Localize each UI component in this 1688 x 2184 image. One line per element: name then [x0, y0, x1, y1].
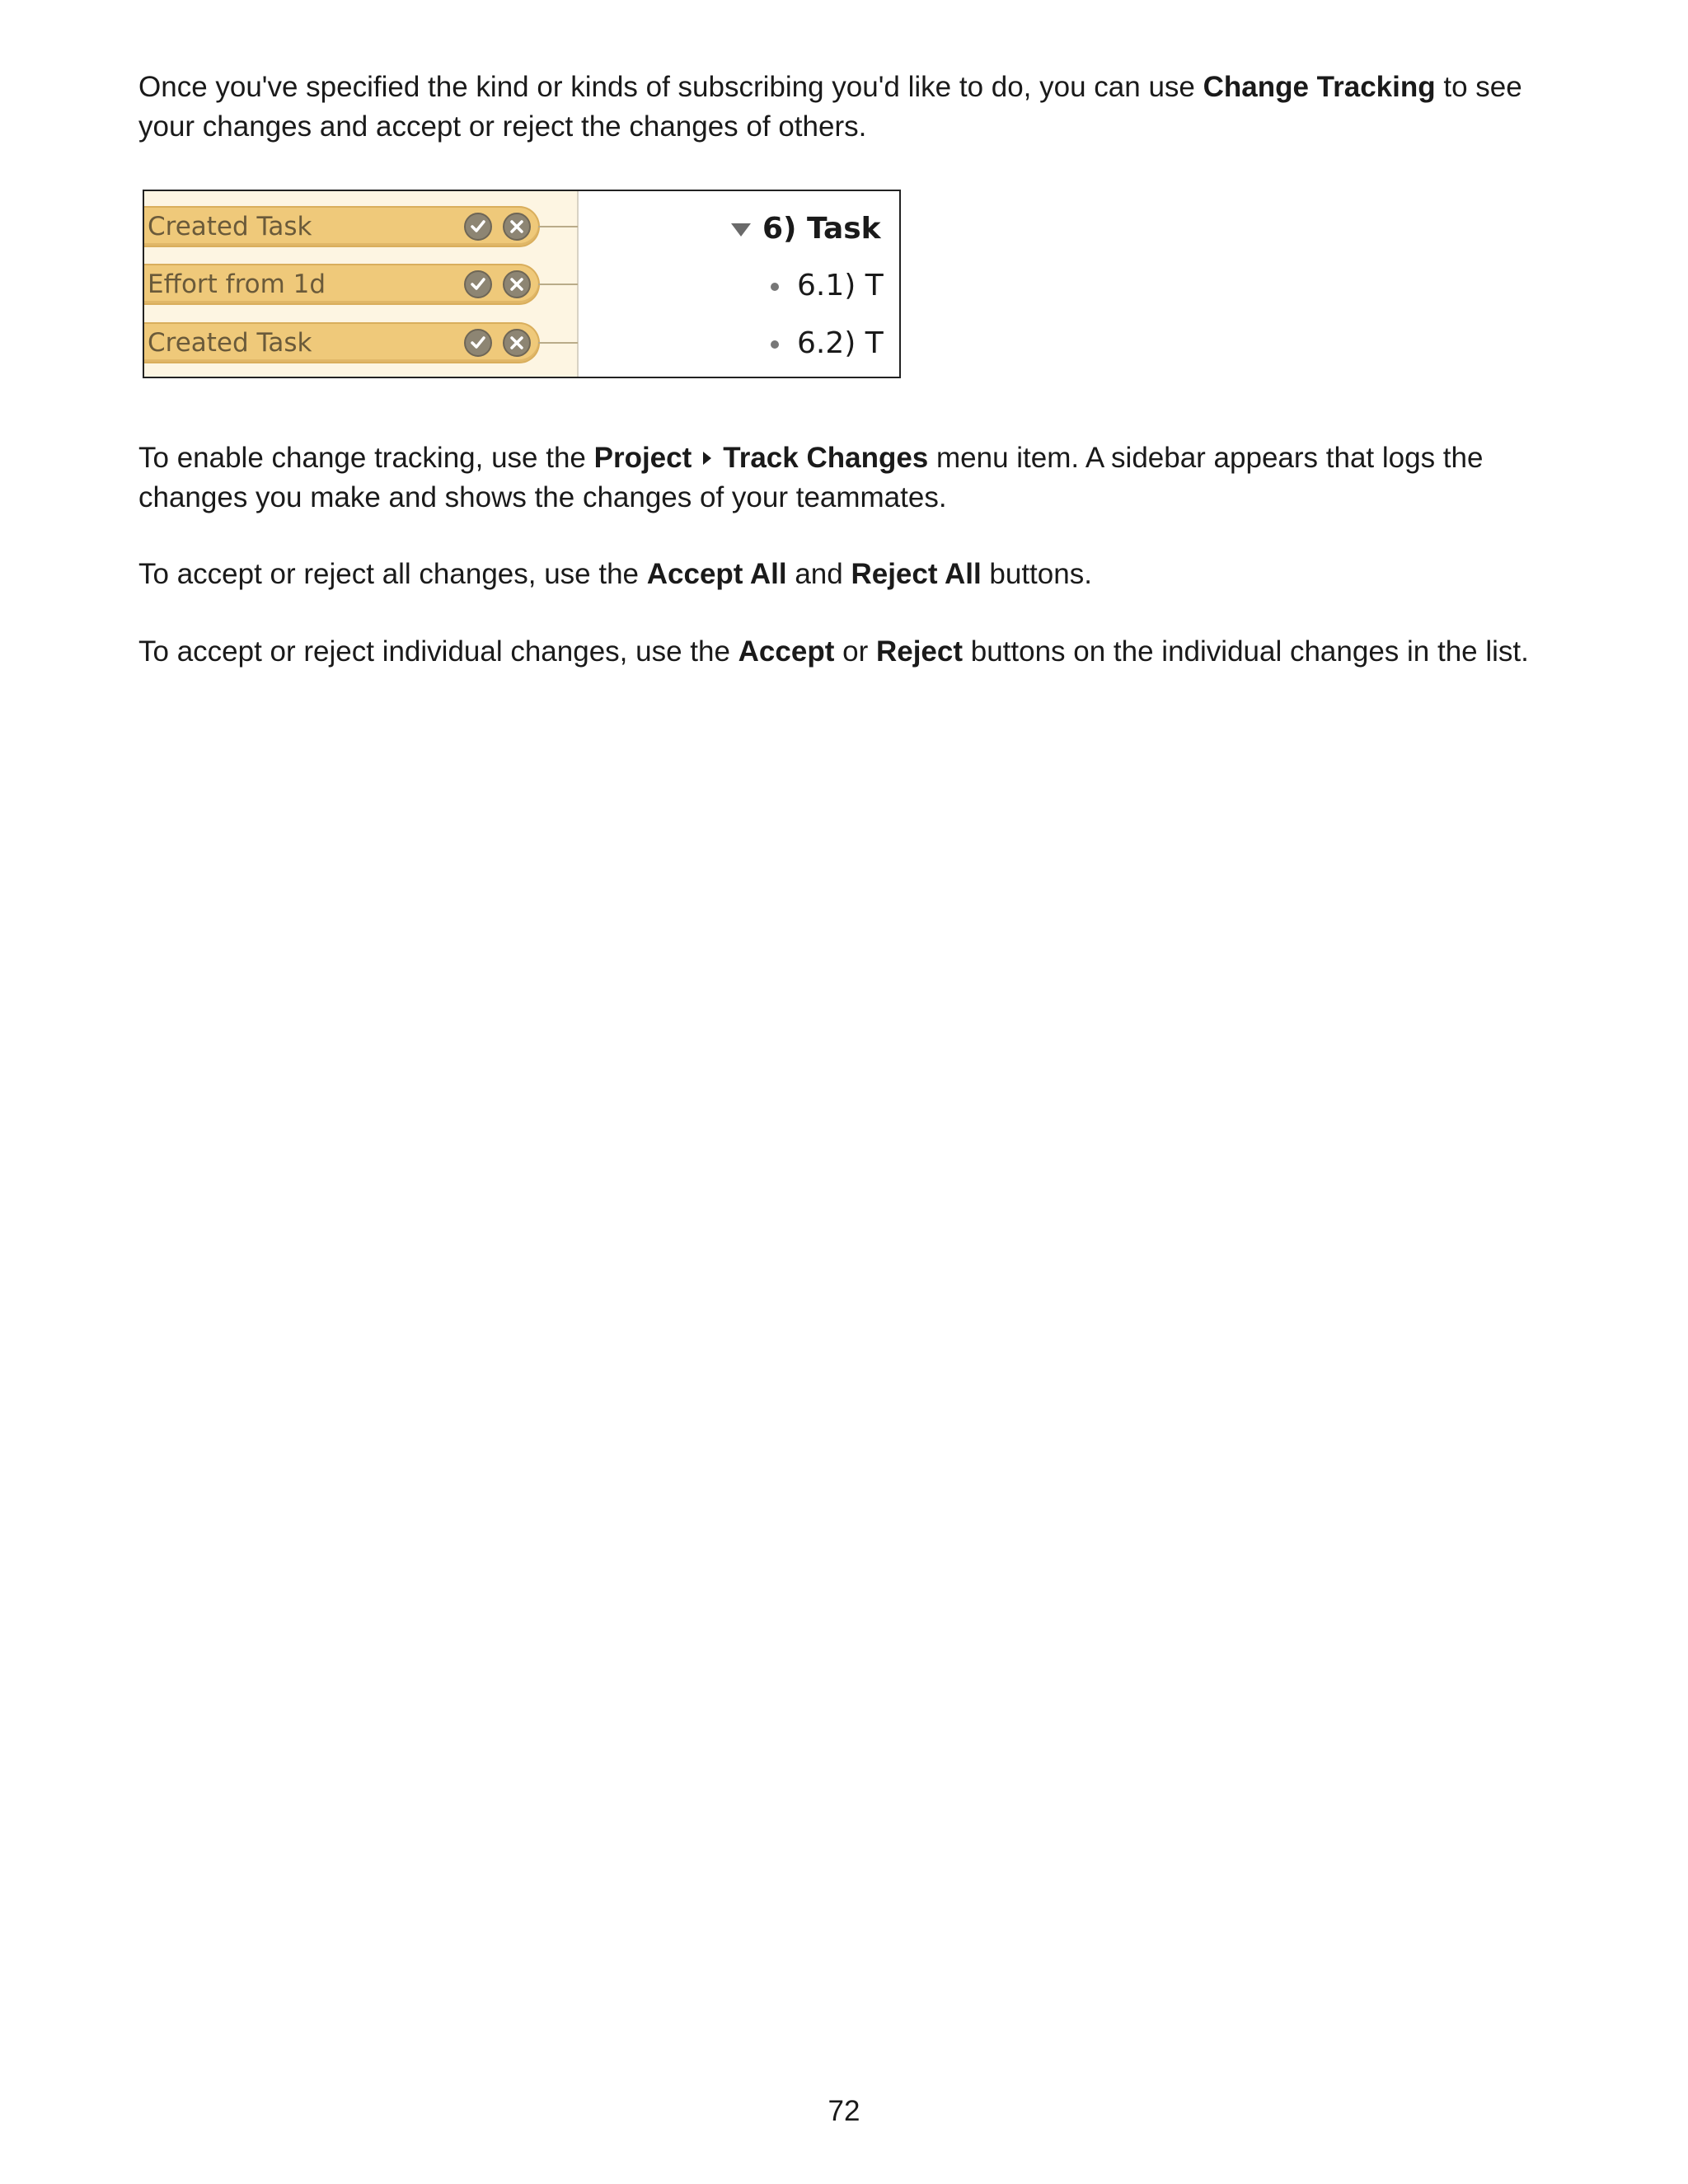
change-label: Created Task: [148, 212, 312, 241]
connector-line: [538, 284, 578, 285]
connector-line: [538, 226, 578, 227]
text-span: Once you've specified the kind or kinds of subscribing you'd like to do, you can use: [138, 71, 1203, 103]
change-label: Created Task: [148, 328, 312, 358]
paragraph-accept-reject-all: [138, 555, 1564, 594]
x-circle-icon[interactable]: [503, 213, 531, 241]
bold-term-change-tracking: Change Tracking: [1203, 71, 1436, 103]
text-span: and: [786, 558, 851, 590]
menu-path-arrow-icon: [703, 452, 711, 465]
checkmark-circle-icon[interactable]: [464, 213, 492, 241]
page-number: 72: [828, 2095, 860, 2127]
disclosure-triangle-icon[interactable]: [731, 223, 751, 237]
bold-term-reject: Reject: [875, 635, 964, 668]
bullet-icon: [771, 283, 779, 291]
text-span: to see your changes and accept or reject the changes of others.: [138, 71, 1522, 143]
paragraph-change-tracking-intro: [138, 68, 1564, 147]
outline-row-text: 6.2) T: [797, 326, 884, 360]
paragraph-accept-reject-individual: [138, 632, 1564, 672]
x-circle-icon[interactable]: [503, 270, 531, 298]
outline-row-text: 6) Task: [762, 212, 881, 246]
bullet-icon: [771, 340, 779, 349]
outline-row[interactable]: [771, 269, 884, 302]
bold-term-accept-all: Accept All: [646, 558, 787, 590]
change-label: Effort from 1d: [148, 269, 326, 299]
outline-row-text: 6.1) T: [797, 269, 884, 302]
paragraph-enable-tracking: [138, 438, 1564, 518]
outline-row[interactable]: [731, 213, 881, 246]
text-span: To enable change tracking, use the: [138, 442, 594, 474]
bold-menu-project: Project: [593, 442, 692, 474]
checkmark-circle-icon[interactable]: [464, 329, 492, 357]
bold-menu-track-changes: Track Changes: [723, 442, 929, 474]
text-span: buttons on the individual changes in the list.: [963, 635, 1529, 668]
change-tracking-screenshot: [143, 190, 901, 378]
outline-view: [579, 191, 899, 377]
connector-line: [538, 342, 578, 344]
x-circle-icon[interactable]: [503, 329, 531, 357]
text-span: To accept or reject individual changes, use the: [138, 635, 738, 668]
bold-term-accept: Accept: [738, 635, 835, 668]
change-item: [144, 206, 544, 247]
change-tracking-sidebar: [144, 191, 579, 377]
change-item: [144, 264, 544, 305]
outline-row[interactable]: [771, 327, 884, 360]
text-span: To accept or reject all changes, use the: [138, 558, 647, 590]
change-item: [144, 322, 544, 363]
bold-term-reject-all: Reject All: [851, 558, 982, 590]
checkmark-circle-icon[interactable]: [464, 270, 492, 298]
text-span: buttons.: [981, 558, 1092, 590]
text-span: or: [834, 635, 876, 668]
text-span: menu item. A sidebar appears that logs the changes you make and shows the changes of your teammates.: [138, 442, 1484, 513]
